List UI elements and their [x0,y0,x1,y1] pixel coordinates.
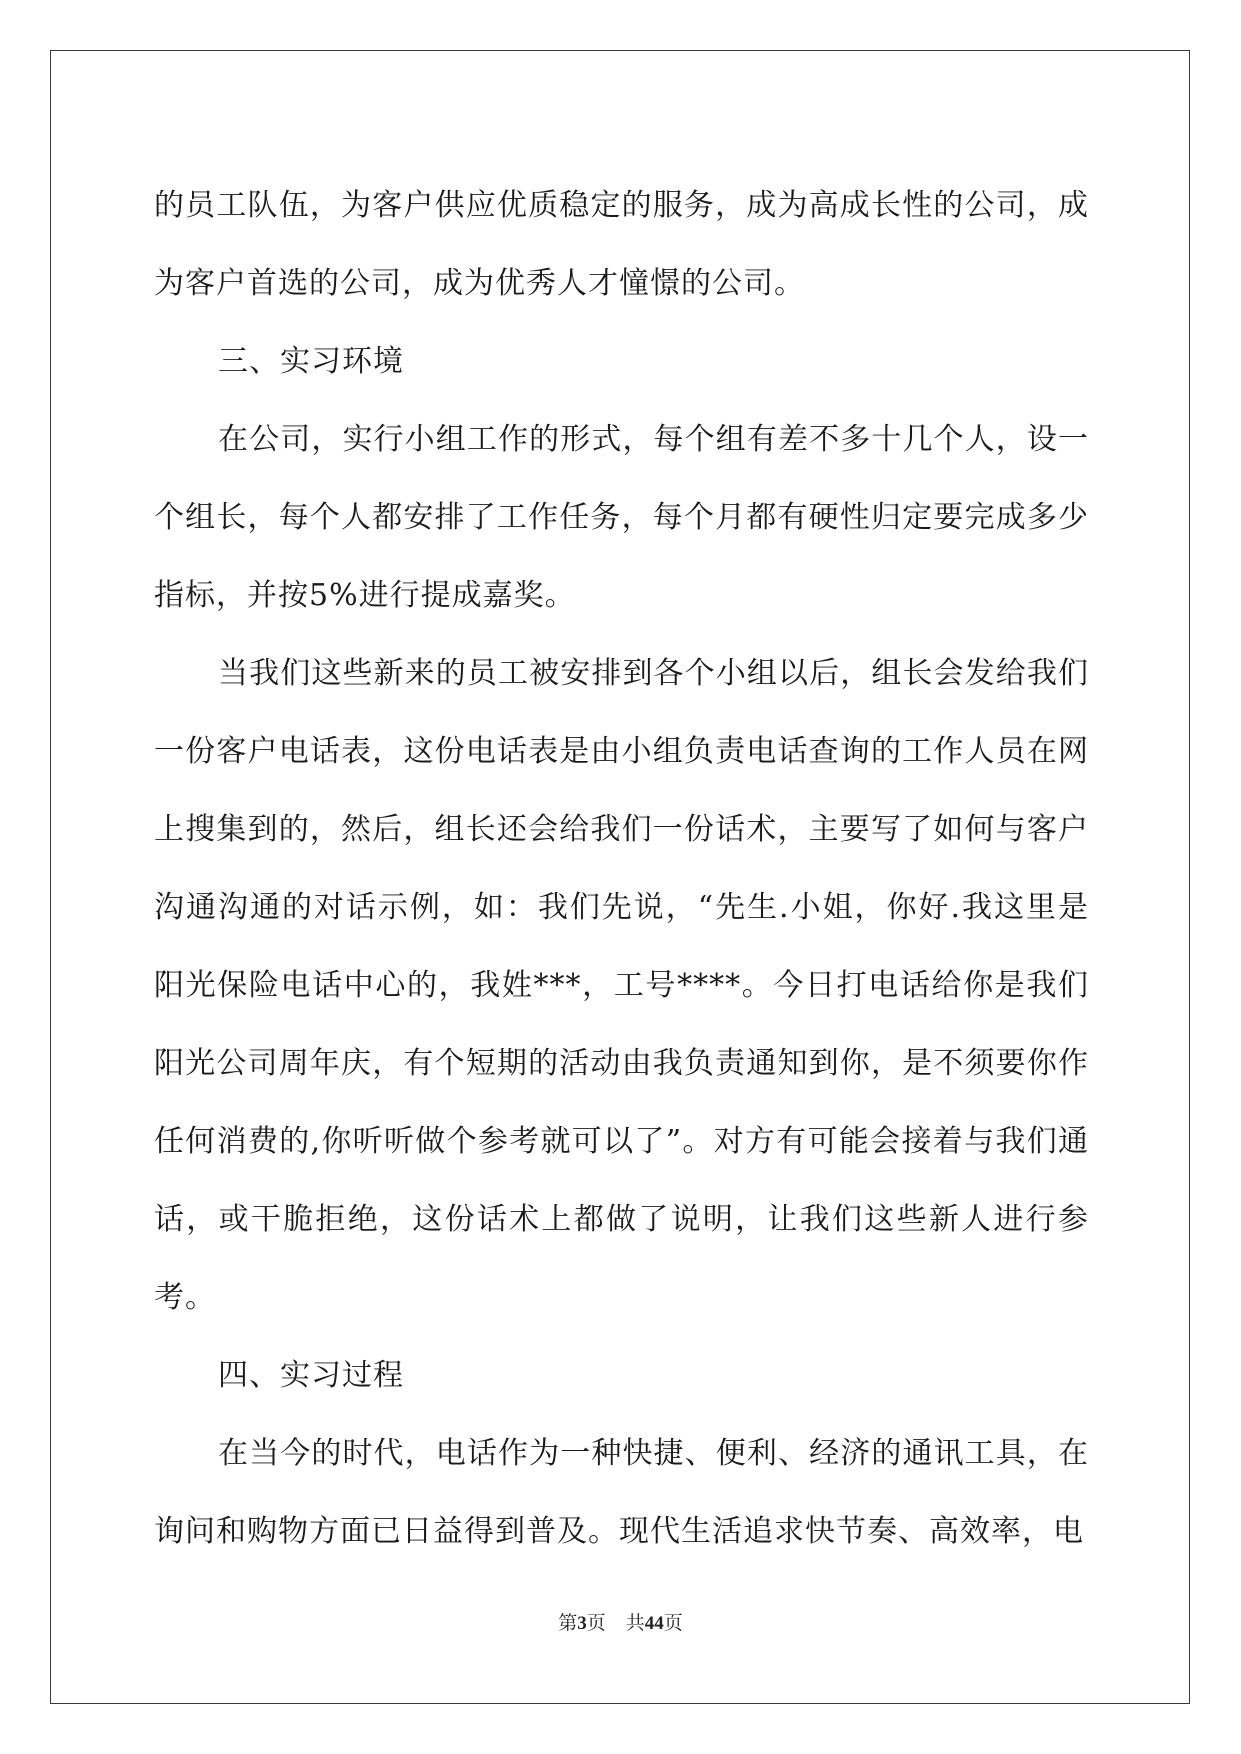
total-suffix: 页 [663,1613,683,1634]
page-prefix: 第 [558,1613,578,1634]
page-number: 3 [577,1613,587,1634]
total-pages: 44 [644,1613,664,1634]
page-footer [0,1608,1241,1635]
page-suffix: 页 [586,1613,606,1634]
paragraph: 当我们这些新来的员工被安排到各个小组以后，组长会发给我们一份客户电话表，这份电话表是由小组负责电话查询的工作人员在网上搜集到的，然后，组长还会给我们一份话术，主要写了如何与客户沟通沟通的对话示例，如：我们先说，“先生.小姐，你好.我这里是阳光保险电话中心的，我姓***，工号****。今日打电话给你是我们阳光公司周年庆，有个短期的活动由我负责通知到你，是不须要你作任何消费的,你听听做个参考就可以了”。对方有可能会接着与我们通话，或干脆拒绝，这份话术上都做了说明，让我们这些新人进行参考。 [154,656,1089,1315]
paragraph: 在当今的时代，电话作为一种快捷、便利、经济的通讯工具，在询问和购物方面已日益得到普及。现代生活追求快节奏、高效率，电 [154,1436,1089,1549]
paragraph: 在公司，实行小组工作的形式，每个组有差不多十几个人，设一个组长，每个人都安排了工作任务，每个月都有硬性归定要完成多少指标，并按5%进行提成嘉奖。 [154,422,1089,613]
total-prefix: 共 [625,1613,645,1634]
section-heading: 三、实习环境 [218,344,404,379]
section-heading: 四、实习过程 [218,1358,404,1393]
document-body [154,167,1089,1571]
paragraph: 的员工队伍，为客户供应优质稳定的服务，成为高成长性的公司，成为客户首选的公司，成为优秀人才憧憬的公司。 [154,188,1089,301]
